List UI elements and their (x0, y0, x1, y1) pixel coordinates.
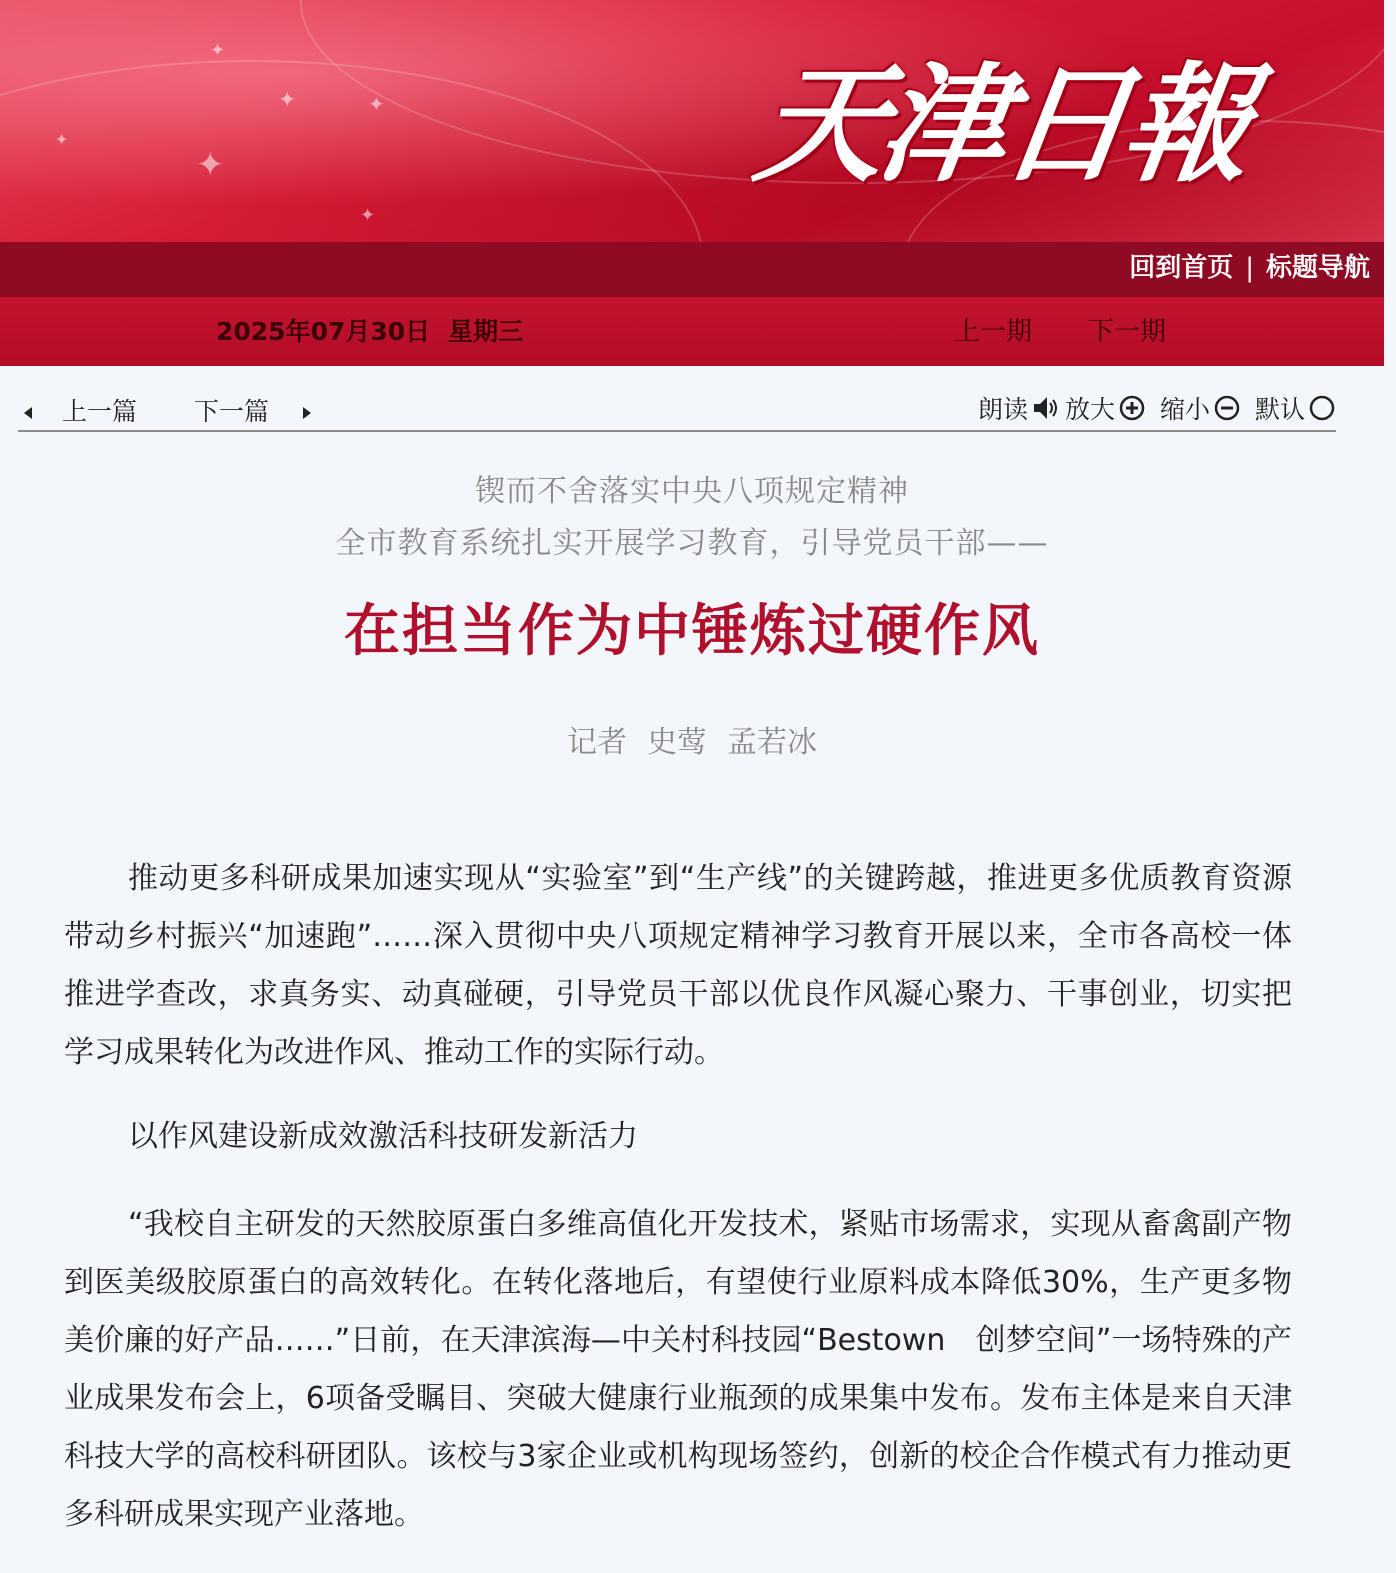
byline-role: 记者 (567, 725, 627, 760)
sparkle-icon: ✦ (278, 88, 297, 113)
next-issue-link[interactable]: 下一期 (1088, 317, 1167, 347)
issue-date (216, 300, 523, 364)
top-navigation (0, 242, 1384, 300)
default-size-label: 默认 (1254, 395, 1305, 424)
zoom-out-button[interactable] (1160, 390, 1241, 426)
article-toolbar (18, 380, 1336, 432)
sparkle-icon: ✦ (196, 145, 225, 185)
zoom-in-button[interactable] (1065, 390, 1146, 426)
next-article-label: 下一篇 (194, 397, 270, 426)
author-name: 史莺 (647, 725, 707, 760)
triangle-right-icon (303, 407, 311, 419)
article-paragraph: 推动更多科研成果加速实现从“实验室”到“生产线”的关键跨越，推进更多优质教育资源带动乡村振兴“加速跑”……深入贯彻中央八项规定精神学习教育开展以来，全市各高校一体推进学查改，求真务实、动真碰硬，引导党员干部以优良作风凝心聚力、干事创业，切实把学习成果转化为改进作风、推动工作的实际行动。 (64, 861, 1292, 1070)
newspaper-logo: 天津日報 (747, 50, 1257, 200)
date-text: 2025年07月30日 (216, 317, 431, 346)
article-kicker-1: 锲而不舍落实中央八项规定精神 (475, 474, 909, 509)
article-headline: 在担当作为中锤炼过硬作风 (344, 599, 1040, 664)
default-circle-icon (1308, 394, 1336, 422)
zoom-out-icon (1213, 394, 1241, 422)
article-byline (0, 718, 1384, 768)
next-article-button[interactable] (194, 392, 311, 428)
reading-tools (964, 390, 1336, 426)
prev-issue-link[interactable]: 上一期 (954, 317, 1033, 347)
article-kicker-2: 全市教育系统扎实开展学习教育，引导党员干部—— (335, 526, 1049, 561)
zoom-in-label: 放大 (1064, 395, 1115, 424)
article-paragraph: “我校自主研发的天然胶原蛋白多维高值化开发技术，紧贴市场需求，实现从畜禽副产物到医美级胶原蛋白的高效转化。在转化落地后，有望使行业原料成本降低30%，生产更多物美价廉的好产品……”日前，在天津滨海—中关村科技园“Bestown 创梦空间”一场特殊的产业成果发布会上，6项备受瞩目、突破大健康行业瓶颈的成果集中发布。发布主体是来自天津科技大学的高校科研团队。该校与3家企业或机构现场签约，创新的校企合作模式有力推动更多科研成果实现产业落地。 (64, 1207, 1292, 1532)
sparkle-icon: ✦ (210, 40, 226, 61)
article-body (64, 850, 1292, 1544)
nav-separator: | (1245, 253, 1254, 283)
article (0, 432, 1384, 768)
masthead-banner (0, 0, 1384, 242)
headline-nav-link[interactable]: 标题导航 (1265, 253, 1370, 283)
speaker-icon (1031, 393, 1061, 423)
read-aloud-label: 朗读 (977, 395, 1028, 424)
zoom-out-label: 缩小 (1159, 395, 1210, 424)
triangle-left-icon (24, 407, 32, 419)
prev-article-label: 上一篇 (61, 397, 137, 426)
sparkle-icon: ✦ (360, 205, 376, 226)
author-name: 孟若冰 (727, 725, 817, 760)
read-aloud-button[interactable] (978, 390, 1061, 426)
sparkle-icon: ✦ (55, 130, 69, 149)
zoom-in-icon (1118, 394, 1146, 422)
prev-article-button[interactable] (24, 392, 137, 428)
article-subheading: 以作风建设新成效激活科技研发新活力 (128, 1119, 638, 1154)
weekday-text: 星期三 (448, 317, 524, 346)
issue-date-bar (0, 300, 1384, 366)
default-size-button[interactable] (1255, 390, 1336, 426)
home-link[interactable]: 回到首页 (1129, 253, 1234, 283)
sparkle-icon: ✦ (368, 92, 385, 116)
